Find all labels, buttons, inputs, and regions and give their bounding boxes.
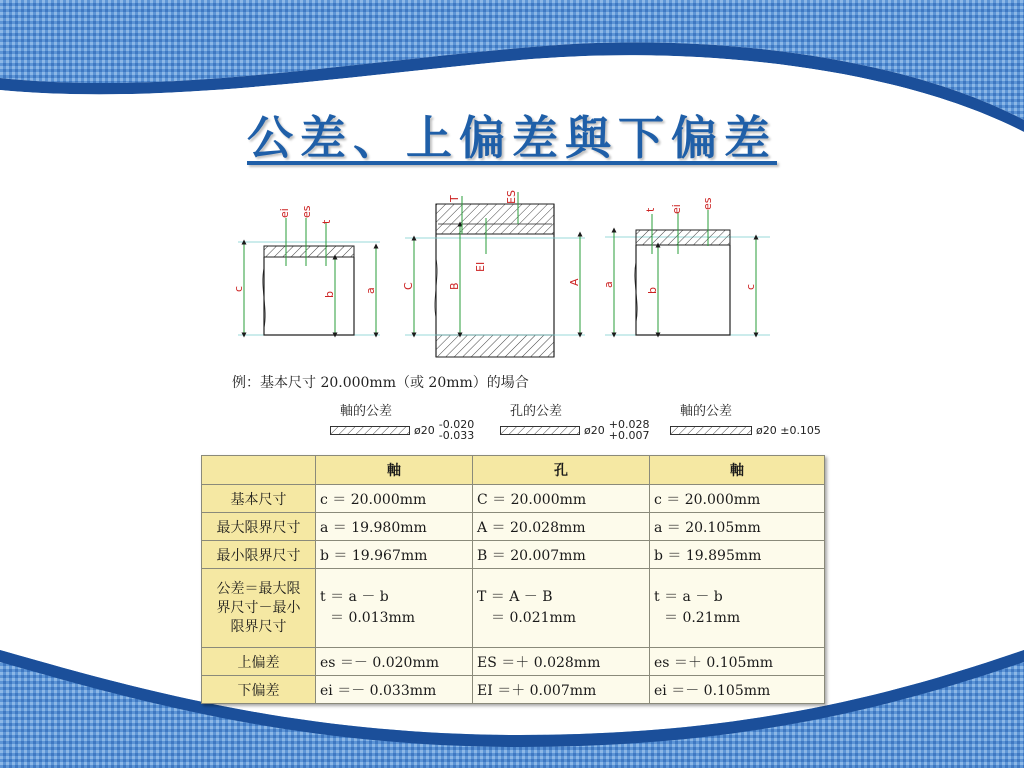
tolerance-callout-shaft-1 (330, 400, 474, 441)
example-caption: 例：基本尺寸 20.000mm（或 20mm）的場合 (232, 375, 529, 391)
table-row (202, 513, 825, 541)
table-cell: b ＝ 19.967mm (316, 541, 473, 569)
label-ES: ES (505, 190, 518, 204)
label-b: b (323, 291, 336, 298)
label-ei: ei (670, 204, 683, 214)
table-cell: B ＝ 20.007mm (473, 541, 650, 569)
tolerance-label: 孔的公差 (510, 404, 563, 419)
label-B: B (448, 282, 461, 290)
table-cell: EI ＝＋ 0.007mm (473, 676, 650, 704)
tolerance-label: 軸的公差 (340, 404, 393, 419)
table-cell: a ＝ 20.105mm (650, 513, 825, 541)
row-label-line: 界尺寸－最小 (216, 599, 301, 616)
tolerance-lower: -0.033 (438, 429, 475, 442)
label-t: t (644, 207, 657, 212)
table-row (202, 648, 825, 676)
tolerance-upper: +0.028 (608, 418, 650, 431)
label-c: c (232, 285, 245, 292)
hole-diagram (402, 190, 585, 357)
label-a: a (602, 281, 615, 288)
table-cell (316, 569, 473, 648)
shaft-diagram-2 (602, 197, 770, 335)
table-row (202, 676, 825, 704)
table-row (202, 485, 825, 513)
table-header-cell: 孔 (473, 456, 650, 485)
table-cell: a ＝ 19.980mm (316, 513, 473, 541)
tolerance-lower: +0.007 (608, 429, 650, 442)
cell-line: ＝ 0.021mm (491, 610, 577, 626)
cell-line: t ＝ a － b (320, 589, 389, 605)
tolerance-dia: ø20 (584, 423, 605, 437)
cell-line: t ＝ a － b (654, 589, 723, 605)
label-es: es (701, 197, 714, 210)
tolerance-callout-shaft-2 (670, 400, 821, 437)
row-label-line: 限界尺寸 (230, 618, 287, 635)
row-label (202, 569, 316, 648)
hatched-bar-icon (670, 426, 752, 435)
row-label: 下偏差 (202, 676, 316, 704)
table-cell: b ＝ 19.895mm (650, 541, 825, 569)
tolerance-label: 軸的公差 (680, 404, 733, 419)
tolerance-callout-hole (500, 400, 649, 441)
table-cell: ei ＝－ 0.033mm (316, 676, 473, 704)
table-cell (473, 569, 650, 648)
cell-line: ＝ 0.013mm (330, 610, 416, 626)
table-header-row (202, 456, 825, 485)
table-cell: ES ＝＋ 0.028mm (473, 648, 650, 676)
table-cell: A ＝ 20.028mm (473, 513, 650, 541)
table-row (202, 541, 825, 569)
label-t: t (320, 219, 333, 224)
slide-title: 公差、上偏差與下偏差 (247, 111, 777, 165)
row-label: 最小限界尺寸 (202, 541, 316, 569)
table-cell: c ＝ 20.000mm (650, 485, 825, 513)
label-c: c (744, 283, 757, 290)
label-b: b (646, 287, 659, 294)
tolerance-dia: ø20 ±0.105 (756, 424, 821, 437)
table-row (202, 569, 825, 648)
table-header-cell (202, 456, 316, 485)
table-header-cell: 軸 (650, 456, 825, 485)
table-cell: es ＝＋ 0.105mm (650, 648, 825, 676)
row-label: 最大限界尺寸 (202, 513, 316, 541)
label-ei: ei (278, 208, 291, 218)
shaft-diagram-1 (232, 205, 380, 335)
label-T: T (448, 195, 461, 202)
table-cell: es ＝－ 0.020mm (316, 648, 473, 676)
table-cell (650, 569, 825, 648)
tolerance-table (201, 455, 825, 704)
hatched-bar-icon (330, 426, 410, 435)
tolerance-dia: ø20 (414, 423, 435, 437)
tolerance-upper: -0.020 (438, 418, 475, 431)
tolerance-diagram (200, 178, 800, 373)
row-label-line: 公差＝最大限 (216, 580, 301, 597)
label-a: a (364, 287, 377, 294)
table-header-cell: 軸 (316, 456, 473, 485)
label-es: es (300, 205, 313, 218)
row-label: 上偏差 (202, 648, 316, 676)
label-C: C (402, 282, 415, 290)
label-EI: EI (474, 261, 487, 272)
table-cell: ei ＝－ 0.105mm (650, 676, 825, 704)
row-label: 基本尺寸 (202, 485, 316, 513)
table-cell: C ＝ 20.000mm (473, 485, 650, 513)
table-cell: c ＝ 20.000mm (316, 485, 473, 513)
cell-line: ＝ 0.21mm (664, 610, 741, 626)
cell-line: T ＝ A － B (477, 589, 553, 605)
hatched-bar-icon (500, 426, 580, 435)
label-A: A (568, 278, 581, 286)
